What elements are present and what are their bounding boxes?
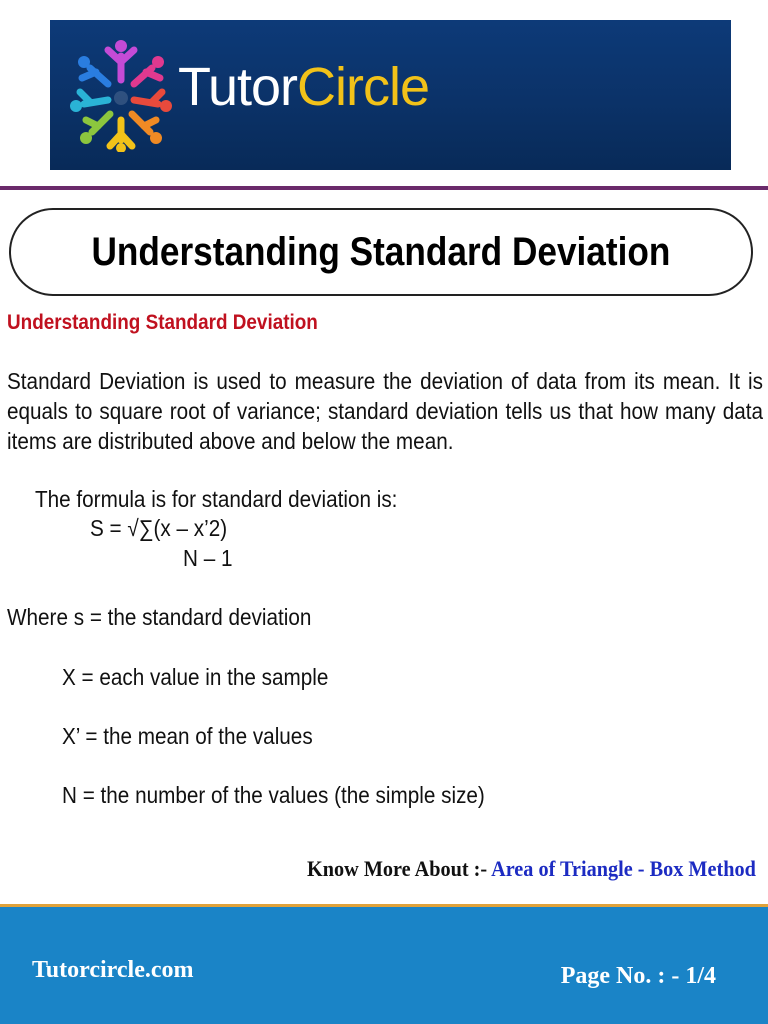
intro-paragraph: Standard Deviation is used to measure the deviation of data from its mean. It is equals to square root of variance; standard deviation tells us that how many data items are distributed above and below the mean. <box>7 368 763 454</box>
formula-denominator: N – 1 <box>183 545 233 571</box>
section-heading: Understanding Standard Deviation <box>7 311 318 334</box>
header-banner <box>50 20 731 170</box>
brand-part2: Circle <box>297 57 430 117</box>
formula-intro: The formula is for standard deviation is: <box>35 486 398 512</box>
know-more-label: Know More About :- <box>307 856 492 881</box>
title-box <box>9 208 753 296</box>
header-divider <box>0 186 768 190</box>
formula-numerator: S = √∑(x – x’2) <box>90 515 228 541</box>
definition-where: Where s = the standard deviation <box>7 604 312 630</box>
footer-bar <box>0 904 768 1024</box>
page-title: Understanding Standard Deviation <box>91 229 671 274</box>
brand-logo-text <box>178 57 430 117</box>
definition-x: X = each value in the sample <box>62 664 329 690</box>
know-more-link[interactable]: Area of Triangle - Box Method <box>491 856 756 881</box>
definition-n: N = the number of the values (the simple size) <box>62 782 485 808</box>
people-circle-logo-icon <box>68 36 174 152</box>
know-more <box>307 856 756 882</box>
definition-x-mean: X’ = the mean of the values <box>62 723 313 749</box>
footer-site-link[interactable]: Tutorcircle.com <box>32 957 194 983</box>
brand-part1: Tutor <box>178 57 298 117</box>
page-number: Page No. : - 1/4 <box>560 963 716 989</box>
